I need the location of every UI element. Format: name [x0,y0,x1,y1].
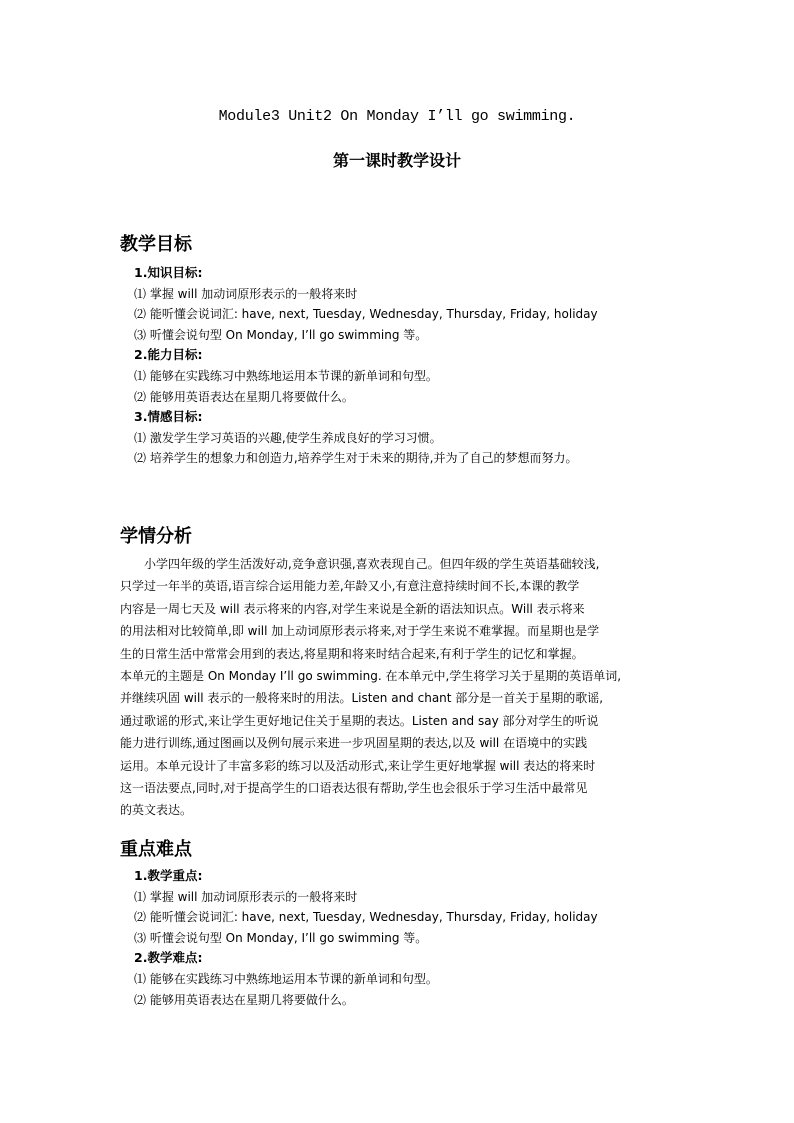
list-item: ⑴ 掌握 will 加动词原形表示的一般将来时 [134,889,358,904]
list-item: ⑵ 能听懂会说词汇: have, next, Tuesday, Wednesday, Thursday, Friday, holiday [134,910,598,925]
document-title: Module3 Unit2 On Monday I’ll go swimming. [218,108,576,125]
list-item: ⑵ 能够用英语表达在星期几将要做什么。 [134,389,354,404]
paragraph-line: 的用法相对比较简单,即 will 加上动词原形表示将来,对于学生来说不难掌握。而星期也是学 [120,624,600,639]
emotion-goals-label: 3.情感目标: [134,409,203,425]
list-item: ⑴ 能够在实践练习中熟练地运用本节课的新单词和句型。 [134,971,438,986]
paragraph-line: 内容是一周七天及 will 表示将来的内容,对学生来说是全新的语法知识点。Will 表示将来 [120,601,585,616]
paragraph-line: 能力进行训练,通过图画以及例句展示来进一步巩固星期的表达,以及 will 在语境中的实践 [120,736,588,751]
analysis-paragraph [120,553,680,822]
list-item: ⑶ 听懂会说句型 On Monday, I’ll go swimming 等。 [134,327,428,342]
goals-list [134,263,694,469]
ability-goals-label: 2.能力目标: [134,347,203,363]
section-heading-goals: 教学目标 [120,234,192,255]
keypoints-list [134,866,694,1010]
list-item: ⑶ 听懂会说句型 On Monday, I’ll go swimming 等。 [134,930,428,945]
paragraph-line: 并继续巩固 will 表示的一般将来时的用法。Listen and chant 部分是一首关于星期的歌谣, [120,691,604,706]
list-item: ⑴ 能够在实践练习中熟练地运用本节课的新单词和句型。 [134,368,438,383]
paragraph-line: 本单元的主题是 On Monday I’ll go swimming. 在本单元中,学生将学习关于星期的英语单词, [120,669,622,684]
section-heading-analysis: 学情分析 [120,526,192,547]
knowledge-goals-label: 1.知识目标: [134,265,203,280]
list-item: ⑴ 激发学生学习英语的兴趣,使学生养成良好的学习习惯。 [134,430,442,445]
paragraph-line: 通过歌谣的形式,来让学生更好地记住关于星期的表达。Listen and say 部分对学生的听说 [120,713,599,728]
paragraph-line: 小学四年级的学生活泼好动,竞争意识强,喜欢表现自己。但四年级的学生英语基础较浅, [120,557,600,571]
section-heading-keypoints: 重点难点 [120,839,192,860]
list-item: ⑵ 能够用英语表达在星期几将要做什么。 [134,992,354,1007]
paragraph-line: 这一语法要点,同时,对于提高学生的口语表达很有帮助,学生也会很乐于学习生活中最常见 [120,781,588,796]
list-item: ⑵ 培养学生的想象力和创造力,培养学生对于未来的期待,并为了自己的梦想而努力。 [134,451,578,466]
paragraph-line: 只学过一年半的英语,语言综合运用能力差,年龄又小,有意注意持续时间不长,本课的教学 [120,579,580,594]
focus-label: 1.教学重点: [134,868,203,883]
paragraph-line: 的英文表达。 [120,803,193,818]
list-item: ⑵ 能听懂会说词汇: have, next, Tuesday, Wednesday, Thursday, Friday, holiday [134,307,598,322]
list-item: ⑴ 掌握 will 加动词原形表示的一般将来时 [134,286,358,301]
difficulty-label: 2.教学难点: [134,950,203,966]
paragraph-line: 生的日常生活中常常会用到的表达,将星期和将来时结合起来,有利于学生的记忆和掌握。 [120,646,584,661]
document-subtitle: 第一课时教学设计 [332,151,461,170]
paragraph-line: 运用。本单元设计了丰富多彩的练习以及活动形式,来让学生更好地掌握 will 表达的将来时 [120,758,596,773]
